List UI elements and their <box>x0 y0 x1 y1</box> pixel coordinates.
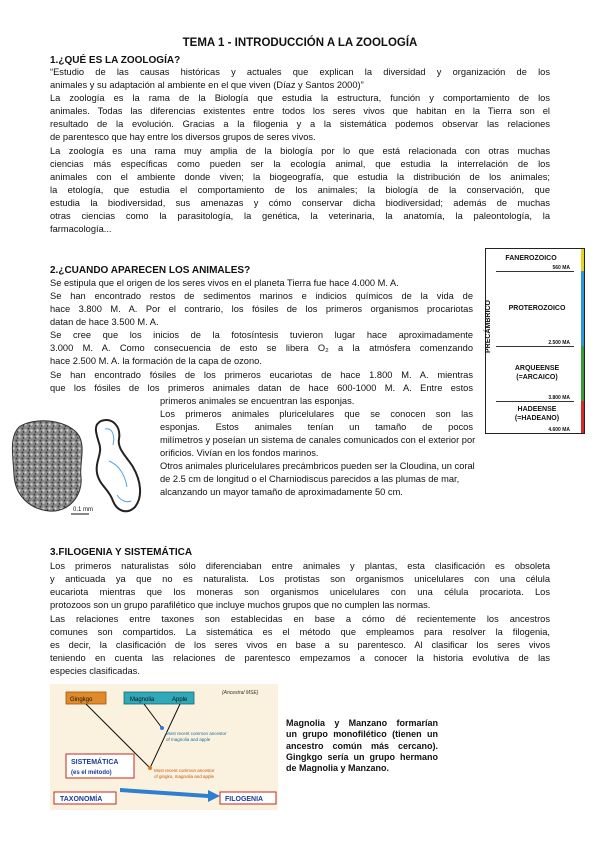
phylogeny-label: FILOGENIA <box>225 796 264 803</box>
text-line: estudia la biodiversidad, sus amenazas y cómo conservar dicha biodiversidad; además de muchas <box>50 198 550 208</box>
text-line: 3.000 M. A. Como consecuencia de esto se libera O₂ a la atmósfera comenzando <box>50 343 473 353</box>
text-line: alcanzando un mayor tamaño de aproximadamente 50 cm. <box>160 487 403 497</box>
ancestor-node <box>160 726 164 730</box>
text-line: Los primeros naturalistas sólo diferenciaban entre animales y plantas, esta clasificación es obsoleta <box>50 561 550 571</box>
text-line: especies clasificadas. <box>50 666 140 676</box>
text-line: ciencias más específicas como pueden ser la ecología animal, que estudia la interrelación de los <box>50 159 550 169</box>
text-line: teniendo en cuenta las relaciones de parentesco empezamos a conocer la historia evolutiva de las <box>50 653 550 663</box>
geologic-time-column <box>485 248 585 434</box>
eon-label: (=ARCAICO) <box>516 374 558 381</box>
text-line: La zoología es la rama de la Biología que estudia la estructura, función y comportamiento de los <box>50 93 550 103</box>
phylogeny-figure <box>50 684 278 810</box>
ma-label: 560 MA <box>552 265 570 271</box>
eon-label: HADEENSE <box>517 406 557 413</box>
eon-label: ARQUEENSE <box>514 365 560 372</box>
caption-line: de Magnolia y Manzano. <box>286 763 390 774</box>
taxon-label: Gingkgo <box>70 697 93 703</box>
text-line: Se cree que los inicios de la fotosíntesis tuvieron lugar hace aproximadamente <box>50 330 473 340</box>
text-line: la etología, que estudia el comportamiento de los animales; la biología de la conservación, que <box>50 185 550 195</box>
caption-line: un grupo monofilético (tienen un <box>286 729 438 740</box>
text-line: “Estudio de las causas históricas y actuales que explican la diversidad y organización de los <box>50 67 550 77</box>
text-line: es decir, la clasificación de los seres vivos en base a su parentesco. Al clasificar los seres vivos <box>50 640 550 650</box>
text-line: Las relaciones entre taxones son establecidas en base a cómo dé recientemente los ancestros <box>50 614 550 624</box>
phylogeny-diagram <box>50 684 278 810</box>
text-line: que los fósiles de los primeros animales datan de hace 600-1000 M. A. Entre estos <box>50 383 473 393</box>
figure-caption <box>286 718 438 774</box>
text-line: protozoos son un grupo parafilético que incluye muchos grupos que no cumplen las normas. <box>50 600 431 610</box>
node-note: Most recent common ancestor <box>166 731 227 736</box>
divider <box>496 271 574 272</box>
sponge-fossil-drawing <box>96 420 140 511</box>
text-line: La zoología es una rama muy amplia de la biología por lo que está relacionada con otras muchas <box>50 146 550 156</box>
text-line: Se han encontrado fósiles de los primeros eucariotas de hace 1.800 M. A. mientras <box>50 370 473 380</box>
scale-label: 0.1 mm <box>73 507 94 513</box>
taxon-label: Apple <box>172 697 188 703</box>
ma-label: 3.800 MA <box>548 395 570 401</box>
divider <box>496 401 574 402</box>
text-line: Los primeros animales pluricelulares que se conocen son las <box>160 409 473 419</box>
text-line: comunes son compartidos. La sistemática es el método que empleamos para resolver la filogenia, <box>50 627 550 637</box>
eon-label: PROTEROZOICO <box>508 305 566 312</box>
text-line: animales y su adaptación al ambiente en el que viven (Díaz y Santos 2000)” <box>50 80 364 90</box>
text-line: de 2.5 cm de longitud o el Charniodiscus parecidos a las plumas de mar, <box>160 474 460 484</box>
text-line: hace 2.500 M. A. la formación de la capa de ozono. <box>50 356 262 366</box>
color-stripe <box>581 249 584 271</box>
text-line: de parentesco que hay entre los diversos grupos de seres vivos. <box>50 132 316 142</box>
precambrian-label: PRECÁMBRICO <box>485 300 492 353</box>
taxon-label: Magnolia <box>130 697 155 703</box>
caption-line: Magnolia y Manzano formarían <box>286 718 438 728</box>
node-note: Most recent common ancestor <box>154 768 215 773</box>
text-line: orificios. Vivían en los fondos marinos. <box>160 448 319 458</box>
text-line: animales con el ambiente donde viven; la biogeografía, que estudia la distribución de los animales; <box>50 172 550 182</box>
node-note: of gingko, magnolia and apple <box>154 774 215 779</box>
ancestor-node <box>148 766 152 770</box>
text-line: hace 3.800 M. A. Por el contrario, los fósiles de los primeros organismos procariotas <box>50 304 473 314</box>
text-line: Se estipula que el origen de los seres vivos en el planeta Tierra fue hace 4.000 M. A. <box>50 278 399 288</box>
ma-label: 2.500 MA <box>548 340 570 346</box>
sponge-fossil-photo <box>12 421 82 511</box>
systematics-sublabel: (es el método) <box>71 770 112 776</box>
page-title: TEMA 1 - INTRODUCCIÓN A LA ZOOLOGÍA <box>182 37 418 49</box>
text-line: resultado de la evolución. Gracias a la filogenia y a la sistemática podemos observar las relaciones <box>50 119 550 129</box>
caption-line: Gingkgo sería un grupo hermano <box>286 751 438 762</box>
text-line: esponjas. Estos animales tenían un tamaño de pocos <box>160 422 473 432</box>
section-1-heading: 1.¿QUÉ ES LA ZOOLOGÍA? <box>50 55 181 66</box>
fossil-illustration <box>9 415 157 519</box>
text-line: animales. Todas las diferencias existentes entre todos los seres vivos que habitan en la Tierra son el <box>50 106 550 116</box>
text-line: datan de hace 3.500 M. A. <box>50 317 159 327</box>
text-line: primeros animales se encuentran las esponjas. <box>160 396 355 406</box>
text-line: otras ciencias como la parasitología, la genética, la veterinaria, la anatomía, la paleontología, la <box>50 211 550 221</box>
section-2-heading: 2.¿CUANDO APARECEN LOS ANIMALES? <box>50 265 251 276</box>
systematics-label: SISTEMÁTICA <box>71 759 119 766</box>
ma-label: 4.600 MA <box>548 427 570 433</box>
fossil-images <box>9 415 157 519</box>
text-line: y anticuada ya que no es naturalista. Los protistas son organismos unicelulares con una célula <box>50 574 550 584</box>
text-line: eucariota mientras que los moneras son organismos unicelulares con una célula procariota. Los <box>50 587 550 597</box>
node-note: of magnolia and apple <box>166 737 211 742</box>
section-3-heading: 3.FILOGENIA Y SISTEMÁTICA <box>50 547 193 558</box>
taxonomy-label: TAXONOMÍA <box>60 796 103 803</box>
eon-label: (=HADEANO) <box>514 415 560 422</box>
corner-label: (Ancestral MSE) <box>222 690 259 696</box>
text-line: farmacología... <box>50 224 112 234</box>
eon-label: FANEROZOICO <box>505 255 557 262</box>
text-line: Se han encontrado restos de sedimentos marinos e indicios químicos de la vida de <box>50 291 473 301</box>
caption-line: ancestro común más cercano). <box>286 740 438 751</box>
text-line: Otros animales pluricelulares precámbricos pueden ser la Cloudina, un coral <box>160 461 475 471</box>
text-line: milímetros y poseían un sistema de canales comunicados con el exterior por <box>160 435 476 445</box>
divider <box>496 346 574 347</box>
